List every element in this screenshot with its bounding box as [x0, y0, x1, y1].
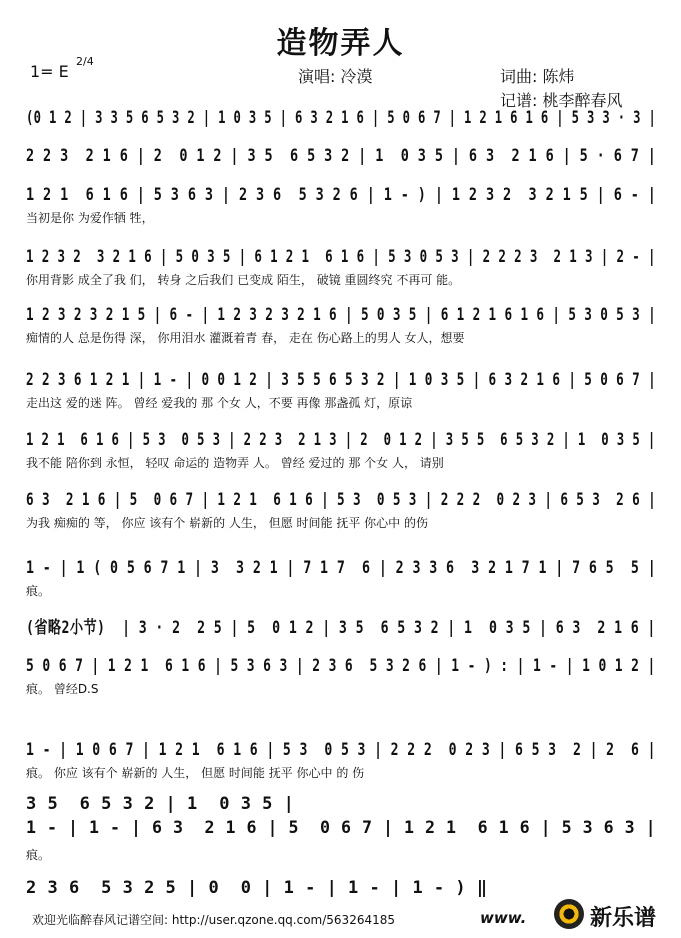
site-logo: [548, 897, 676, 933]
watermark-url: www.: [480, 909, 527, 927]
notation-line: 1 2 1 6 1 6 | 5 3 0 5 3 | 2 2 3 2 1 3 | 2 0 1 2 | 3 5 5 6 5 3 2 | 1 0 3 5 |: [26, 430, 656, 450]
score-line: [26, 558, 656, 618]
score-line: [26, 430, 656, 490]
notation-line: 6 3 2 1 6 | 5 0 6 7 | 1 2 1 6 1 6 | 5 3 0 5 3 | 2 2 2 0 2 3 | 6 5 3 2 6 |: [26, 490, 657, 510]
lyric-line: 当初是你 为爱作牺 牲，: [26, 211, 154, 225]
notation-line: 5 0 6 7 | 1 2 1 6 1 6 | 5 3 6 3 | 2 3 6 5 3 2 6 | 1 - ) : | 1 - | 1 0 1 2 |: [26, 656, 656, 676]
notation-line: 2 3 6 5 3 2 5 | 0 0 | 1 - | 1 - | 1 - ) ‖: [26, 878, 488, 898]
notation-line: 1 - | 1 0 6 7 | 1 2 1 6 1 6 | 5 3 0 5 3 | 2 2 2 0 2 3 | 6 5 3 2 | 2 6 |: [26, 740, 656, 760]
lyric-line: 痕。 曾经D.S: [26, 682, 99, 696]
key-signature: 1= E: [30, 62, 69, 81]
record-disc-icon: [554, 899, 584, 929]
logo-text: 新乐谱: [590, 906, 657, 931]
song-title: 造物弄人: [276, 26, 405, 61]
notation-line: 3 5 6 5 3 2 | 1 0 3 5 |: [26, 794, 295, 814]
score-line: [26, 740, 656, 800]
footer-link[interactable]: 欢迎光临醉春风记谱空间: http://user.qzone.qq.com/563264185: [32, 913, 396, 927]
lyric-line: 你用背影 成全了我 们， 转身 之后我们 已变成 陌生， 破镜 重圆终究 不再可 能。: [26, 273, 461, 287]
lyric-line: 我不能 陪你到 永恒， 轻叹 命运的 造物弄 人。 曾经 爱过的 那 个女 人， 请别: [26, 456, 444, 470]
score-line: [26, 490, 656, 550]
time-signature: [76, 55, 94, 68]
lyric-line: 走出这 爱的迷 阵。 曾经 爱我的 那 个女 人，不要 再像 那盏孤 灯，原谅: [26, 396, 413, 410]
time-signature-text: 2/4: [76, 55, 94, 68]
notation-line: 1 2 3 2 3 2 1 6 | 5 0 3 5 | 6 1 2 1 6 1 6 | 5 3 0 5 3 | 2 2 2 3 2 1 3 | 2 - |: [26, 247, 656, 267]
notation-line: 1 - | 1 - | 6 3 2 1 6 | 5 0 6 7 | 1 2 1 6 1 6 | 5 3 6 3 |: [26, 818, 657, 838]
notation-line: 1 2 3 2 3 2 1 5 | 6 - | 1 2 3 2 3 2 1 6 | 5 0 3 5 | 6 1 2 1 6 1 6 | 5 3 0 5 3 |: [26, 305, 657, 325]
transcriber-credit: 记谱: 桃李醉春风: [500, 91, 623, 110]
notation-line: 2 2 3 2 1 6 | 2 0 1 2 | 3 5 6 5 3 2 | 1 0 3 5 | 6 3 2 1 6 | 5 · 6 7 |: [26, 146, 657, 166]
lyric-line: 痴情的人 总是伤得 深， 你用泪水 灌溉着青 春， 走在 伤心路上的男人 女人，想要: [26, 331, 465, 345]
score-line: [26, 247, 656, 307]
score-line: [26, 656, 656, 716]
lyric-line: 痕。: [26, 848, 51, 862]
score-line: [26, 185, 656, 245]
notation-line: 1 2 1 6 1 6 | 5 3 6 3 | 2 3 6 5 3 2 6 | 1 - ) | 1 2 3 2 3 2 1 5 | 6 - |: [26, 185, 657, 205]
notation-line: 2 2 3 6 1 2 1 | 1 - | 0 0 1 2 | 3 5 5 6 5 3 2 | 1 0 3 5 | 6 3 2 1 6 | 5 0 6 7 |: [26, 370, 657, 390]
singer-credit: 演唱: 冷漠: [298, 67, 373, 86]
notation-line: (省略2小节) | 3 · 2 2 5 | 5 0 1 2 | 3 5 6 5 3 2 | 1 0 3 5 | 6 3 2 1 6 |: [26, 618, 656, 638]
notation-line: 1 - | 1 ( 0 5 6 7 1 | 3 3 2 1 | 7 1 7 6 | 2 3 3 6 3 2 1 7 1 | 7 6 5 5 |: [26, 558, 657, 578]
lyric-line: 为我 痴痴的 等， 你应 该有个 崭新的 人生， 但愿 时间能 抚平 你心中 的伤: [26, 516, 428, 530]
lyric-line: 痕。: [26, 584, 51, 598]
score-line: [26, 305, 656, 365]
score-line: [26, 818, 656, 878]
notation-line: (0 1 2 | 3 3 5 6 5 3 2 | 1 0 3 5 | 6 3 2 1 6 | 5 0 6 7 | 1 2 1 6 1 6 | 5 3 3 · 3 |: [26, 108, 657, 128]
composer-credit: 词曲: 陈炜: [500, 67, 575, 86]
score-line: [26, 370, 656, 430]
lyric-line: 痕。 你应 该有个 崭新的 人生， 但愿 时间能 抚平 你心中 的 伤: [26, 766, 365, 780]
